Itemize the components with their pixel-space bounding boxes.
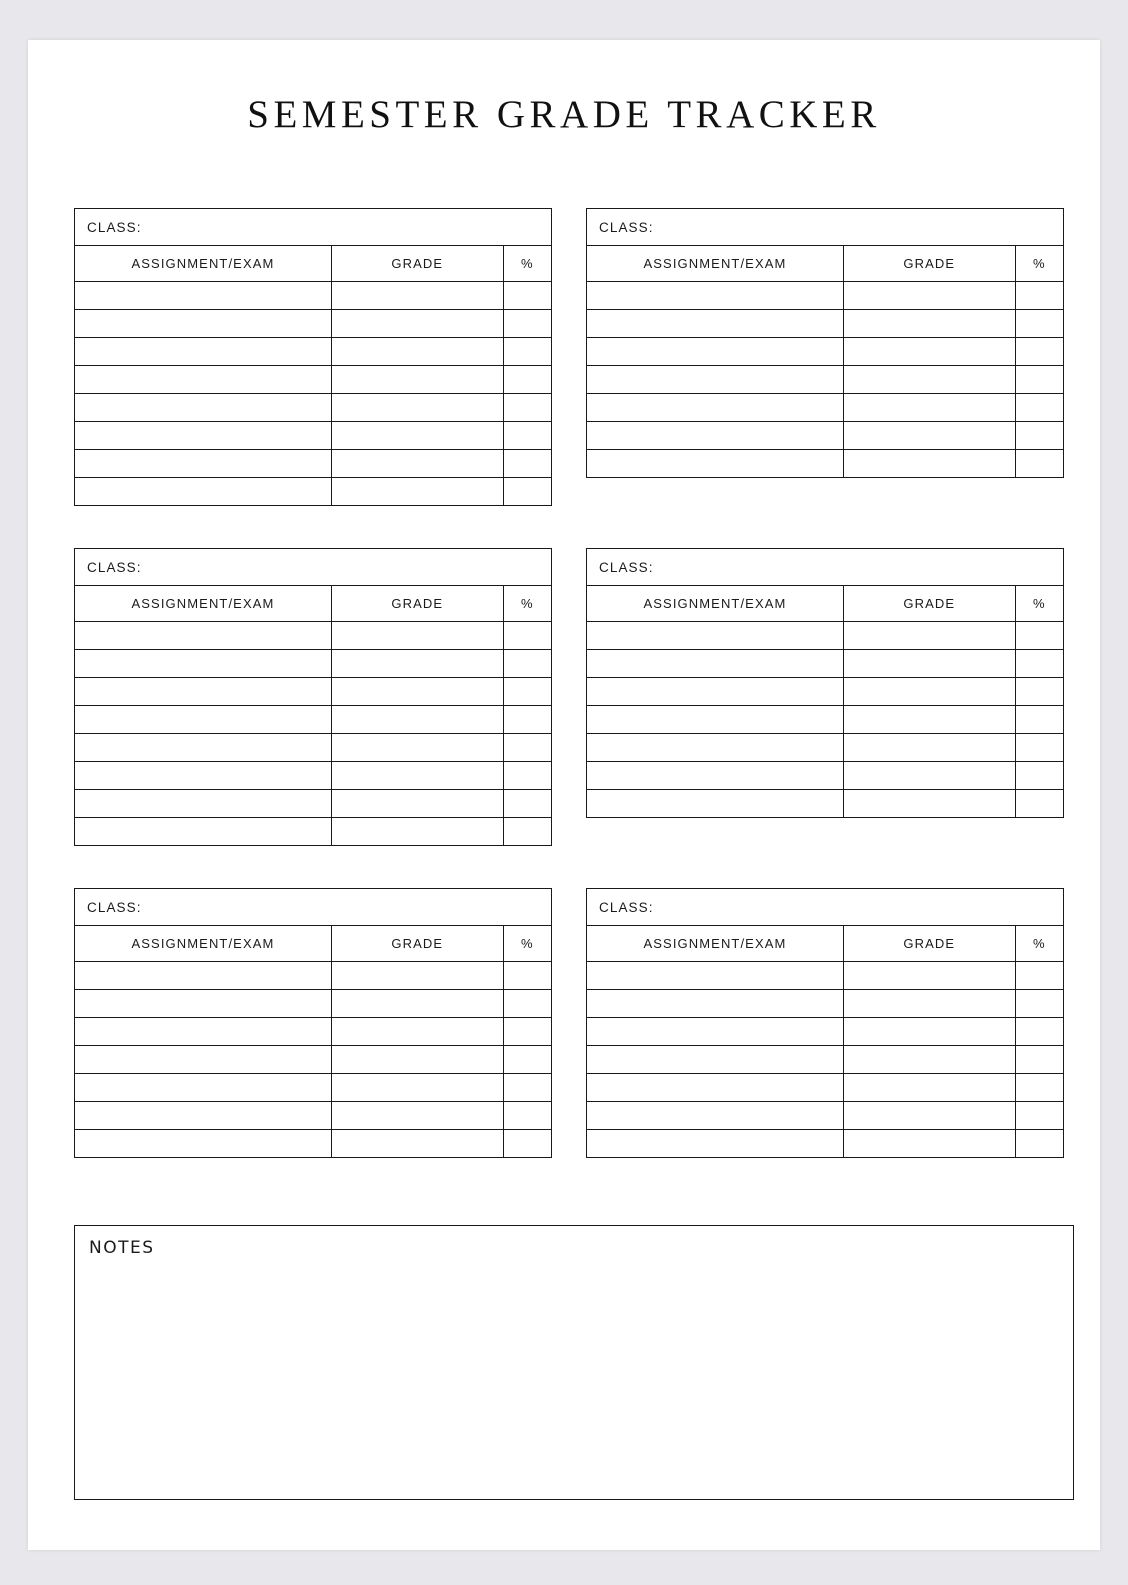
table-row: [587, 678, 1063, 706]
table-row: [75, 310, 551, 338]
table-row: [75, 1102, 551, 1130]
assignment-cell[interactable]: [587, 734, 843, 762]
assignment-cell[interactable]: [75, 678, 331, 706]
table-row: [587, 962, 1063, 990]
assignment-cell[interactable]: [75, 734, 331, 762]
assignment-cell[interactable]: [587, 990, 843, 1018]
table-header-row: [587, 586, 1063, 622]
table-row: [75, 706, 551, 734]
grade-cell[interactable]: [331, 1102, 503, 1130]
class-name-field[interactable]: [75, 549, 551, 586]
table-row: [75, 650, 551, 678]
percent-cell[interactable]: [503, 962, 551, 990]
table-row: [75, 1074, 551, 1102]
percent-cell[interactable]: [503, 790, 551, 818]
grade-cell[interactable]: [843, 1130, 1015, 1158]
grade-cell[interactable]: [331, 450, 503, 478]
table-row: [75, 394, 551, 422]
assignment-cell[interactable]: [587, 762, 843, 790]
percent-cell[interactable]: [503, 338, 551, 366]
grade-cell[interactable]: [843, 1046, 1015, 1074]
grade-cell[interactable]: [843, 310, 1015, 338]
assignment-cell[interactable]: [587, 310, 843, 338]
grade-cell[interactable]: [331, 790, 503, 818]
assignment-cell[interactable]: [75, 818, 331, 846]
assignment-cell[interactable]: [75, 366, 331, 394]
column-header-percent: %: [503, 246, 551, 282]
percent-cell[interactable]: [503, 706, 551, 734]
column-header-grade: GRADE: [331, 586, 503, 622]
percent-cell[interactable]: [503, 282, 551, 310]
worksheet-page: [28, 40, 1100, 1550]
grade-cell[interactable]: [843, 1102, 1015, 1130]
percent-cell[interactable]: [503, 734, 551, 762]
grade-cell[interactable]: [331, 478, 503, 506]
column-header-percent: %: [1015, 926, 1063, 962]
column-header-grade: GRADE: [843, 926, 1015, 962]
assignment-cell[interactable]: [75, 1102, 331, 1130]
grade-cell[interactable]: [843, 1018, 1015, 1046]
table-header-row: [75, 586, 551, 622]
assignment-cell[interactable]: [75, 422, 331, 450]
percent-cell[interactable]: [1015, 622, 1063, 650]
grade-cell[interactable]: [331, 622, 503, 650]
grade-cell[interactable]: [843, 366, 1015, 394]
table-row: [75, 1046, 551, 1074]
grade-cell[interactable]: [331, 422, 503, 450]
grade-cell[interactable]: [843, 734, 1015, 762]
percent-cell[interactable]: [503, 650, 551, 678]
class-label: CLASS:: [87, 900, 142, 915]
notes-box[interactable]: [74, 1225, 1074, 1500]
class-card-4: [586, 548, 1064, 818]
assignment-cell[interactable]: [75, 1074, 331, 1102]
table-row: [587, 734, 1063, 762]
grade-cell[interactable]: [331, 282, 503, 310]
grade-cell[interactable]: [843, 622, 1015, 650]
table-row: [587, 762, 1063, 790]
table-row: [587, 366, 1063, 394]
column-header-assignment: ASSIGNMENT/EXAM: [587, 926, 843, 962]
percent-cell[interactable]: [503, 394, 551, 422]
class-name-field[interactable]: [75, 889, 551, 926]
class-card-3: [74, 548, 552, 846]
assignment-cell[interactable]: [75, 762, 331, 790]
assignment-cell[interactable]: [75, 478, 331, 506]
percent-cell[interactable]: [1015, 338, 1063, 366]
grade-table: [587, 246, 1063, 477]
percent-cell[interactable]: [503, 622, 551, 650]
assignment-cell[interactable]: [587, 422, 843, 450]
grade-table: [75, 586, 551, 845]
assignment-cell[interactable]: [75, 962, 331, 990]
table-header-row: [75, 246, 551, 282]
percent-cell[interactable]: [503, 450, 551, 478]
assignment-cell[interactable]: [587, 1130, 843, 1158]
table-row: [75, 818, 551, 846]
table-row: [587, 990, 1063, 1018]
assignment-cell[interactable]: [75, 990, 331, 1018]
column-header-grade: GRADE: [843, 246, 1015, 282]
table-row: [587, 1046, 1063, 1074]
percent-cell[interactable]: [1015, 962, 1063, 990]
class-name-field[interactable]: [75, 209, 551, 246]
assignment-cell[interactable]: [75, 1046, 331, 1074]
class-name-field[interactable]: [587, 209, 1063, 246]
class-name-field[interactable]: [587, 889, 1063, 926]
assignment-cell[interactable]: [587, 622, 843, 650]
percent-cell[interactable]: [1015, 1130, 1063, 1158]
assignment-cell[interactable]: [75, 790, 331, 818]
percent-cell[interactable]: [503, 1046, 551, 1074]
table-row: [587, 1018, 1063, 1046]
class-card-2: [586, 208, 1064, 478]
assignment-cell[interactable]: [75, 450, 331, 478]
table-row: [75, 1130, 551, 1158]
assignment-cell[interactable]: [75, 622, 331, 650]
assignment-cell[interactable]: [75, 1018, 331, 1046]
grade-cell[interactable]: [331, 706, 503, 734]
table-row: [75, 990, 551, 1018]
grade-cell[interactable]: [331, 1018, 503, 1046]
assignment-cell[interactable]: [587, 450, 843, 478]
table-row: [75, 622, 551, 650]
page-title: SEMESTER GRADE TRACKER: [247, 93, 881, 136]
table-row: [587, 790, 1063, 818]
column-header-grade: GRADE: [331, 926, 503, 962]
assignment-cell[interactable]: [587, 1046, 843, 1074]
class-label: CLASS:: [87, 560, 142, 575]
percent-cell[interactable]: [503, 422, 551, 450]
percent-cell[interactable]: [1015, 706, 1063, 734]
table-row: [75, 338, 551, 366]
grade-cell[interactable]: [843, 450, 1015, 478]
table-row: [75, 734, 551, 762]
notes-label: NOTES: [89, 1238, 155, 1258]
grade-cell[interactable]: [331, 1074, 503, 1102]
assignment-cell[interactable]: [75, 650, 331, 678]
grade-cell[interactable]: [331, 394, 503, 422]
percent-cell[interactable]: [1015, 282, 1063, 310]
table-row: [587, 450, 1063, 478]
table-row: [75, 790, 551, 818]
percent-cell[interactable]: [1015, 366, 1063, 394]
assignment-cell[interactable]: [587, 1102, 843, 1130]
column-header-assignment: ASSIGNMENT/EXAM: [587, 586, 843, 622]
table-row: [75, 962, 551, 990]
grade-cell[interactable]: [331, 650, 503, 678]
assignment-cell[interactable]: [587, 394, 843, 422]
assignment-cell[interactable]: [587, 962, 843, 990]
percent-cell[interactable]: [503, 990, 551, 1018]
table-row: [587, 1074, 1063, 1102]
grade-cell[interactable]: [331, 762, 503, 790]
grade-cell[interactable]: [843, 422, 1015, 450]
percent-cell[interactable]: [1015, 1018, 1063, 1046]
grade-cell[interactable]: [331, 338, 503, 366]
assignment-cell[interactable]: [75, 310, 331, 338]
table-header-row: [587, 246, 1063, 282]
grade-cell[interactable]: [331, 734, 503, 762]
assignment-cell[interactable]: [587, 338, 843, 366]
column-header-percent: %: [1015, 586, 1063, 622]
percent-cell[interactable]: [1015, 650, 1063, 678]
table-row: [587, 282, 1063, 310]
table-row: [587, 1130, 1063, 1158]
assignment-cell[interactable]: [587, 706, 843, 734]
grade-cell[interactable]: [843, 706, 1015, 734]
grade-cell[interactable]: [843, 990, 1015, 1018]
table-row: [75, 422, 551, 450]
class-card-1: [74, 208, 552, 506]
assignment-cell[interactable]: [75, 338, 331, 366]
column-header-percent: %: [503, 926, 551, 962]
grade-table: [587, 926, 1063, 1157]
percent-cell[interactable]: [503, 366, 551, 394]
column-header-percent: %: [503, 586, 551, 622]
grade-cell[interactable]: [331, 1130, 503, 1158]
grade-cell[interactable]: [843, 762, 1015, 790]
assignment-cell[interactable]: [587, 650, 843, 678]
percent-cell[interactable]: [1015, 734, 1063, 762]
percent-cell[interactable]: [1015, 394, 1063, 422]
grade-cell[interactable]: [843, 962, 1015, 990]
grade-cell[interactable]: [843, 338, 1015, 366]
percent-cell[interactable]: [503, 1102, 551, 1130]
table-row: [587, 394, 1063, 422]
table-row: [75, 762, 551, 790]
grade-cell[interactable]: [843, 1074, 1015, 1102]
table-row: [587, 338, 1063, 366]
percent-cell[interactable]: [503, 1018, 551, 1046]
column-header-assignment: ASSIGNMENT/EXAM: [75, 926, 331, 962]
table-row: [75, 282, 551, 310]
assignment-cell[interactable]: [587, 366, 843, 394]
class-card-5: [74, 888, 552, 1158]
column-header-grade: GRADE: [843, 586, 1015, 622]
column-header-assignment: ASSIGNMENT/EXAM: [75, 586, 331, 622]
assignment-cell[interactable]: [75, 1130, 331, 1158]
percent-cell[interactable]: [1015, 1102, 1063, 1130]
table-row: [587, 650, 1063, 678]
percent-cell[interactable]: [503, 478, 551, 506]
grade-table: [587, 586, 1063, 817]
percent-cell[interactable]: [1015, 790, 1063, 818]
table-row: [75, 678, 551, 706]
class-label: CLASS:: [599, 220, 654, 235]
percent-cell[interactable]: [503, 762, 551, 790]
table-header-row: [75, 926, 551, 962]
table-row: [75, 478, 551, 506]
table-row: [587, 310, 1063, 338]
assignment-cell[interactable]: [587, 1074, 843, 1102]
table-row: [587, 422, 1063, 450]
column-header-grade: GRADE: [331, 246, 503, 282]
percent-cell[interactable]: [1015, 450, 1063, 478]
table-row: [587, 622, 1063, 650]
grade-cell[interactable]: [331, 310, 503, 338]
table-row: [75, 450, 551, 478]
class-label: CLASS:: [87, 220, 142, 235]
class-card-6: [586, 888, 1064, 1158]
class-label: CLASS:: [599, 900, 654, 915]
grade-cell[interactable]: [843, 678, 1015, 706]
grade-cell[interactable]: [843, 790, 1015, 818]
assignment-cell[interactable]: [587, 790, 843, 818]
grade-cell[interactable]: [843, 650, 1015, 678]
percent-cell[interactable]: [1015, 1074, 1063, 1102]
percent-cell[interactable]: [503, 310, 551, 338]
assignment-cell[interactable]: [75, 706, 331, 734]
percent-cell[interactable]: [1015, 1046, 1063, 1074]
grade-table: [75, 926, 551, 1157]
grade-cell[interactable]: [331, 678, 503, 706]
grade-cell[interactable]: [843, 282, 1015, 310]
table-header-row: [587, 926, 1063, 962]
column-header-assignment: ASSIGNMENT/EXAM: [587, 246, 843, 282]
table-row: [587, 706, 1063, 734]
column-header-assignment: ASSIGNMENT/EXAM: [75, 246, 331, 282]
grade-cell[interactable]: [331, 962, 503, 990]
grade-cell[interactable]: [843, 394, 1015, 422]
column-header-percent: %: [1015, 246, 1063, 282]
table-row: [587, 1102, 1063, 1130]
grade-cell[interactable]: [331, 1046, 503, 1074]
assignment-cell[interactable]: [587, 1018, 843, 1046]
assignment-cell[interactable]: [587, 678, 843, 706]
percent-cell[interactable]: [1015, 678, 1063, 706]
grade-cell[interactable]: [331, 818, 503, 846]
percent-cell[interactable]: [1015, 422, 1063, 450]
percent-cell[interactable]: [1015, 990, 1063, 1018]
grade-cell[interactable]: [331, 990, 503, 1018]
grade-cell[interactable]: [331, 366, 503, 394]
percent-cell[interactable]: [503, 818, 551, 846]
assignment-cell[interactable]: [587, 282, 843, 310]
table-row: [75, 366, 551, 394]
assignment-cell[interactable]: [75, 394, 331, 422]
percent-cell[interactable]: [1015, 762, 1063, 790]
assignment-cell[interactable]: [75, 282, 331, 310]
grade-table: [75, 246, 551, 505]
percent-cell[interactable]: [503, 1074, 551, 1102]
table-row: [75, 1018, 551, 1046]
percent-cell[interactable]: [1015, 310, 1063, 338]
class-label: CLASS:: [599, 560, 654, 575]
class-name-field[interactable]: [587, 549, 1063, 586]
percent-cell[interactable]: [503, 1130, 551, 1158]
percent-cell[interactable]: [503, 678, 551, 706]
